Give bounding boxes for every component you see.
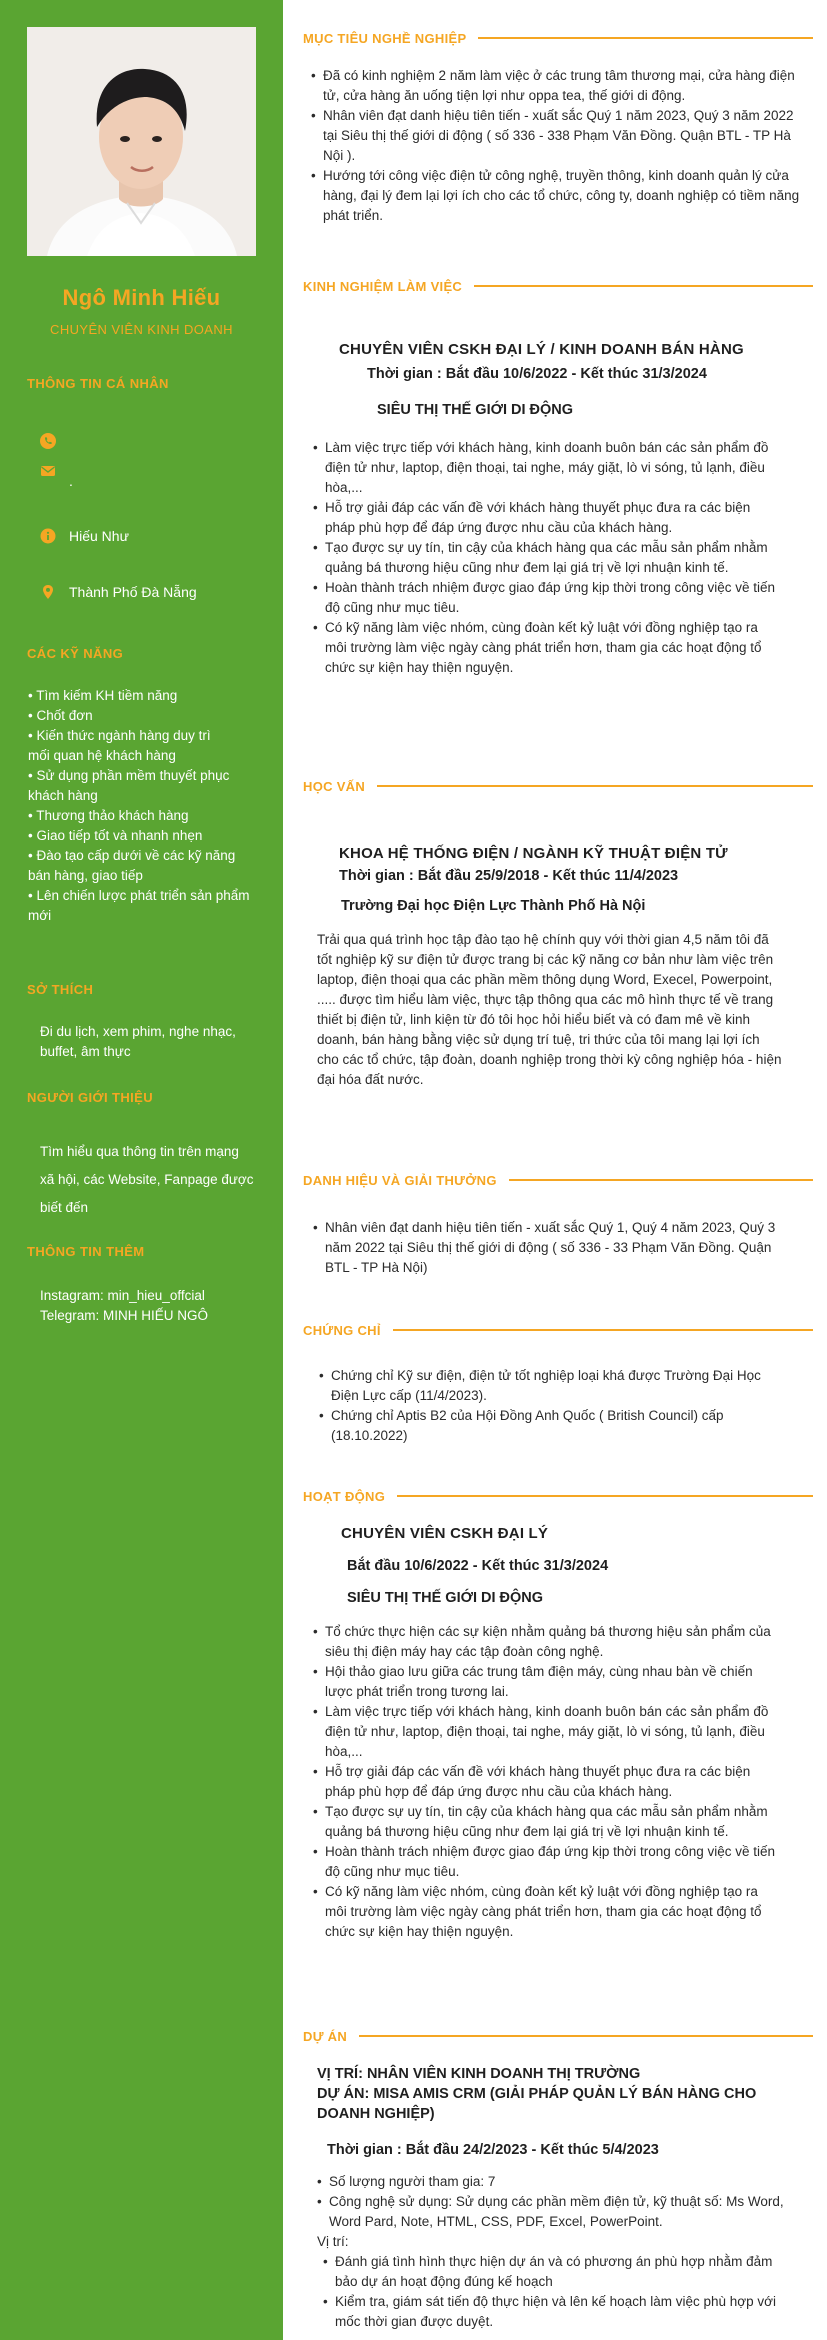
project-members: • Số lượng người tham gia: 7: [317, 2172, 787, 2192]
skill-item: • Kiến thức ngành hàng duy trì: [28, 728, 211, 743]
certificate-item: • Chứng chỉ Kỹ sư điện, điện tử tốt nghiệp loại khá được Trường Đại Học Điện Lực cấp (11/4/2023).: [319, 1366, 779, 1406]
awards-section: [313, 1218, 783, 1278]
instagram-text: Instagram: min_hieu_offcial: [40, 1288, 205, 1303]
certificates-section: [319, 1366, 779, 1446]
activity-item: • Tạo được sự uy tín, tin cậy của khách hàng qua các mẫu sản phẩm nhằm quảng bá thương hiệu cũng như đem lại giá trị về lợi nhuận kinh tế.: [313, 1802, 783, 1842]
skills-list: [28, 686, 253, 926]
activity-item: • Làm việc trực tiếp với khách hàng, kinh doanh buôn bán các sản phẩm đồ điện tử như, laptop, điện thoại, tai nghe, máy giặt, lò vi sóng, tủ lạnh, điều hòa,...: [313, 1702, 783, 1762]
activities-heading: [303, 1486, 813, 1506]
award-item: • Nhân viên đạt danh hiệu tiên tiến - xuất sắc Quý 1, Quý 4 năm 2023, Quý 3 năm 2022 tại Siêu thị thế giới di động ( số 336 - 33 Phạm Văn Đồng. Quận BTL - TP Hà Nội): [313, 1218, 783, 1278]
awards-heading: [303, 1170, 813, 1190]
phone-row: [40, 431, 69, 451]
activities-company-text: SIÊU THỊ THẾ GIỚI DI ĐỘNG: [347, 1590, 544, 1606]
objective-item: • Hướng tới công việc điện tử công nghệ, truyền thông, kinh doanh quản lý cửa hàng, đại lý đem lại lợi ích cho các tổ chức, công ty, doanh nghiệp có tiềm năng phát triển.: [311, 166, 811, 226]
person-portrait-icon: [27, 27, 256, 256]
activities-role: CHUYÊN VIÊN CSKH ĐẠI LÝ: [341, 1525, 549, 1542]
activities-title: [341, 1524, 781, 1544]
certificates-heading: [303, 1320, 813, 1340]
experience-heading-text: KINH NGHIỆM LÀM VIỆC: [303, 278, 463, 294]
experience-item: • Tạo được sự uy tín, tin cậy của khách hàng qua các mẫu sản phẩm nhằm quảng bá thương hiệu cũng như đem lại giá trị về lợi nhuận kinh tế.: [313, 538, 781, 578]
activity-item: • Có kỹ năng làm việc nhóm, cùng đoàn kết kỷ luật với đồng nghiệp tạo ra môi trường làm việc ngày càng phát triển hơn, tham gia các hoạt động tổ chức sự kiện hay thiện nguyện.: [313, 1882, 783, 1942]
main-content: [283, 0, 827, 2340]
address-text: Thành Phố Đà Nẵng: [69, 584, 197, 600]
job-date: Thời gian : Bắt đầu 10/6/2022 - Kết thúc 31/3/2024: [367, 366, 707, 382]
project-date-text: Thời gian : Bắt đầu 24/2/2023 - Kết thúc 5/4/2023: [327, 2142, 659, 2158]
info-icon: [40, 528, 56, 544]
project-role-label: Vị trí:: [317, 2234, 349, 2249]
experience-item: • Có kỹ năng làm việc nhóm, cùng đoàn kết kỷ luật với đồng nghiệp tạo ra môi trường làm việc ngày càng phát triển hơn, tham gia các hoạt động tổ chức sự kiện hay thiện nguyện.: [313, 618, 781, 678]
activities-company: [347, 1588, 787, 1608]
education-major: KHOA HỆ THỐNG ĐIỆN / NGÀNH KỸ THUẬT ĐIỆN TỬ: [339, 845, 728, 862]
nickname-row: [40, 526, 129, 546]
activity-item: • Hội thảo giao lưu giữa các trung tâm điện máy, cùng nhau bàn về chiến lược phát triển trong tương lai.: [313, 1662, 783, 1702]
education-text: Trải qua quá trình học tập đào tạo hệ chính quy với thời gian 4,5 năm tôi đã tốt nghiệp kỹ sư điện tử được trang bị các kỹ năng cơ bản như làm việc trên laptop, điện thoại qua các phần mềm thông dụng Word, Execel, Powerpoint, ..... được tìm hiểu làm việc, thực tập thông qua các mô hình thực tế về trang thiết bị điện tử, linh kiện từ đó tôi học hỏi hiểu biết và có đam mê về kinh doanh, bán hàng bằng việc sử dụng trí tuệ, tri thức của tôi mang lại lợi ích cho các tổ chức, tập đoàn, doanh nghiệp trong thời kỳ công nghiệp hóa - hiện đại hóa đất nước.: [317, 932, 782, 1087]
project-name: DỰ ÁN: MISA AMIS CRM (GIẢI PHÁP QUẢN LÝ BÁN HÀNG CHO DOANH NGHIỆP): [317, 2086, 757, 2122]
location-icon: [40, 584, 56, 600]
education-heading: [303, 776, 813, 796]
objective-heading-text: MỤC TIÊU NGHỀ NGHIỆP: [303, 30, 467, 46]
certificate-item: • Chứng chỉ Aptis B2 của Hội Đồng Anh Quốc ( British Council) cấp (18.10.2022): [319, 1406, 779, 1446]
activity-item: • Tổ chức thực hiện các sự kiện nhằm quảng bá thương hiệu sản phẩm của siêu thị điện máy hay các tập đoàn công nghệ.: [313, 1622, 783, 1662]
education-description: [317, 930, 785, 1090]
awards-heading-text: DANH HIỆU VÀ GIẢI THƯỞNG: [303, 1172, 497, 1188]
activities-details: [313, 1622, 783, 1942]
experience-item: • Hỗ trợ giải đáp các vấn đề với khách hàng thuyết phục đưa ra các biện pháp phù hợp để đáp ứng được nhu cầu của khách hàng.: [313, 498, 781, 538]
skill-item: mối quan hệ khách hàng: [28, 748, 176, 763]
project-header: [317, 2064, 787, 2124]
education-school: [341, 896, 781, 916]
objective-heading: [303, 28, 813, 48]
hobbies-heading: SỞ THÍCH: [27, 982, 94, 997]
education-date: [339, 866, 799, 886]
profile-title: CHUYÊN VIÊN KINH DOANH: [50, 322, 233, 337]
activities-date: [347, 1556, 787, 1576]
activities-date-text: Bắt đầu 10/6/2022 - Kết thúc 31/3/2024: [347, 1558, 609, 1574]
sidebar: [0, 0, 283, 2340]
project-role-item: • Đánh giá tình hình thực hiện dự án và có phương án phù hợp nhằm đảm bảo dự án hoạt động đúng kế hoạch: [323, 2252, 787, 2292]
activities-heading-text: HOẠT ĐỘNG: [303, 1488, 386, 1504]
experience-item: • Làm việc trực tiếp với khách hàng, kinh doanh buôn bán các sản phẩm đồ điện tử như, laptop, điện thoại, tai nghe, máy giặt, lò vi sóng, tủ lạnh, điều hòa,...: [313, 438, 781, 498]
skill-item: • Thương thảo khách hàng: [28, 808, 189, 823]
activity-item: • Hỗ trợ giải đáp các vấn đề với khách hàng thuyết phục đưa ra các biện pháp phù hợp để đáp ứng được nhu cầu của khách hàng.: [313, 1762, 783, 1802]
skill-item: • Lên chiến lược phát triển sản phẩm mới: [28, 888, 250, 923]
objective-item: • Nhân viên đạt danh hiệu tiên tiến - xuất sắc Quý 1 năm 2023, Quý 3 năm 2022 tại Siêu thị thế giới di động ( số 336 - 338 Phạm Văn Đồng. Quận BTL - TP Hà Nội ).: [311, 106, 811, 166]
address-row: [40, 582, 197, 602]
experience-job-title: [339, 340, 779, 360]
email-text: .: [69, 473, 73, 489]
nickname-text: Hiếu Như: [69, 528, 129, 544]
personal-info-heading: THÔNG TIN CÁ NHÂN: [27, 376, 169, 391]
skill-item: • Giao tiếp tốt và nhanh nhẹn: [28, 828, 203, 843]
skills-heading: CÁC KỸ NĂNG: [27, 646, 124, 661]
project-date: [327, 2140, 767, 2160]
education-heading-text: HỌC VẤN: [303, 778, 366, 794]
project-position: VỊ TRÍ: NHÂN VIÊN KINH DOANH THỊ TRƯỜNG: [317, 2066, 641, 2082]
project-tech: • Công nghệ sử dụng: Sử dụng các phần mềm điện tử, kỹ thuật số: Ms Word, Word Pard, Note, HTML, CSS, PDF, Excel, PowerPoint.: [317, 2192, 787, 2232]
experience-job-date: [367, 364, 787, 384]
project-details: [317, 2172, 787, 2332]
job-title: CHUYÊN VIÊN CSKH ĐẠI LÝ / KINH DOANH BÁN HÀNG: [339, 341, 744, 358]
job-company: SIÊU THỊ THẾ GIỚI DI ĐỘNG: [377, 402, 574, 418]
profile-name: Ngô Minh Hiếu: [62, 285, 221, 310]
referrer-heading: NGƯỜI GIỚI THIỆU: [27, 1090, 154, 1105]
email-icon: [40, 463, 56, 479]
activity-item: • Hoàn thành trách nhiệm được giao đáp ứng kịp thời trong công việc về tiến độ cũng như mục tiêu.: [313, 1842, 783, 1882]
education-title: [339, 844, 799, 864]
skill-item: • Sử dụng phần mềm thuyết phục khách hàng: [28, 768, 230, 803]
certificates-heading-text: CHỨNG CHỈ: [303, 1322, 381, 1338]
email-row: [40, 463, 73, 495]
objective-section: [311, 66, 811, 226]
skill-item: • Tìm kiếm KH tiềm năng: [28, 688, 178, 703]
skill-item: • Đào tạo cấp dưới về các kỹ năng bán hàng, giao tiếp: [28, 848, 236, 883]
experience-item: • Hoàn thành trách nhiệm được giao đáp ứng kịp thời trong công việc về tiến độ cũng như mục tiêu.: [313, 578, 781, 618]
skill-item: • Chốt đơn: [28, 708, 93, 723]
project-role-item: • Kiểm tra, giám sát tiến độ thực hiện và lên kế hoạch làm việc phù hợp với mốc thời gian được duyệt.: [323, 2292, 787, 2332]
project-heading: [303, 2026, 813, 2046]
education-school-text: Trường Đại học Điện Lực Thành Phố Hà Nội: [341, 898, 646, 914]
project-heading-text: DỰ ÁN: [303, 2028, 348, 2044]
experience-company: [377, 400, 797, 420]
hobbies-text: Đi du lịch, xem phim, nghe nhạc, buffet, âm thực: [40, 1024, 236, 1059]
experience-heading: [303, 276, 813, 296]
referrer-text: Tìm hiểu qua thông tin trên mạng xã hội, các Website, Fanpage được biết đến: [40, 1144, 254, 1215]
phone-icon: [40, 433, 56, 449]
objective-item: • Đã có kinh nghiệm 2 năm làm việc ở các trung tâm thương mại, cửa hàng điện tử, cửa hàng ăn uống tiện lợi như oppa tea, thế giới di động.: [311, 66, 811, 106]
extra-info-heading: THÔNG TIN THÊM: [27, 1244, 145, 1259]
experience-details: [313, 438, 781, 678]
telegram-text: Telegram: MINH HIẾU NGÔ: [40, 1308, 209, 1323]
profile-photo: [27, 27, 256, 256]
education-date-text: Thời gian : Bắt đầu 25/9/2018 - Kết thúc 11/4/2023: [339, 868, 679, 884]
